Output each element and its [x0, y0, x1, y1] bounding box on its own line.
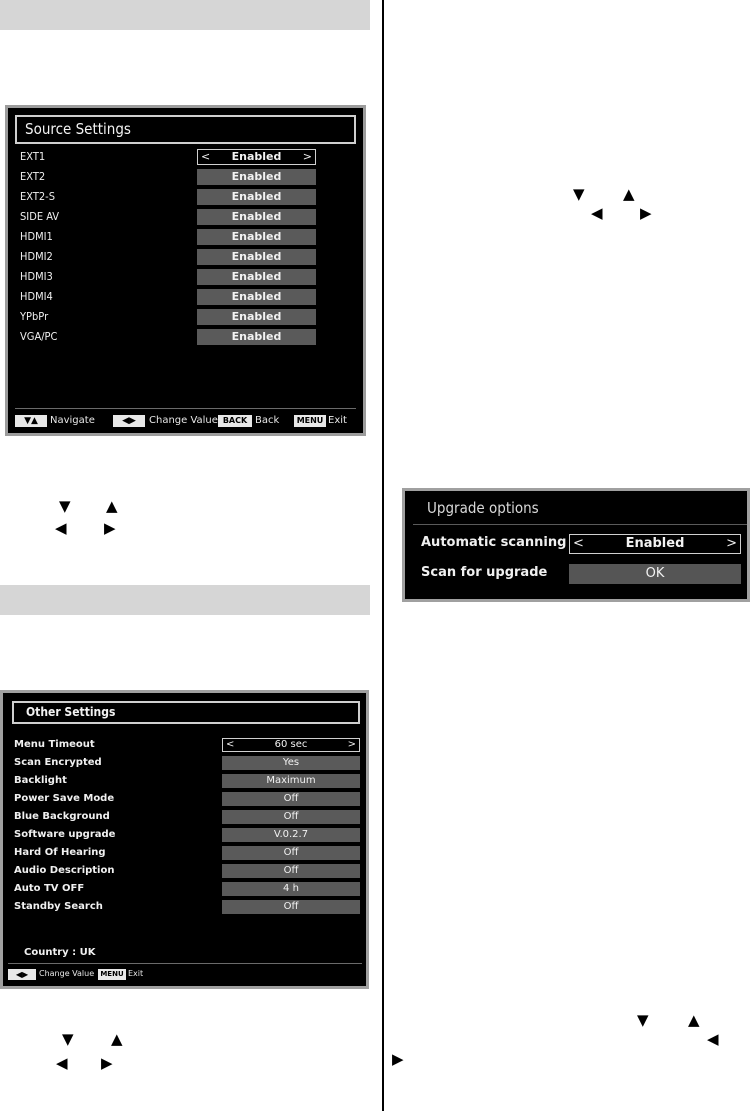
- up-triangle-icon: ▲: [111, 1030, 123, 1048]
- back-key-icon: BACK: [218, 415, 252, 427]
- source-row-value[interactable]: Enabled: [197, 169, 316, 185]
- left-chevron-icon: <: [573, 536, 584, 551]
- other-row-value[interactable]: Off: [222, 900, 360, 914]
- source-row-label: HDMI3: [20, 270, 53, 283]
- left-chevron-icon: <: [201, 150, 211, 163]
- down-triangle-icon: ▼: [637, 1011, 649, 1029]
- menu-key-icon: MENU: [294, 415, 326, 427]
- up-triangle-icon: ▲: [106, 497, 118, 515]
- other-row-label: Menu Timeout: [14, 739, 95, 750]
- other-row-value[interactable]: Off: [222, 792, 360, 806]
- source-settings-footer: [15, 414, 360, 430]
- down-triangle-icon: ▼: [62, 1030, 74, 1048]
- left-right-keys-icon: ◀▶: [8, 969, 36, 980]
- left-triangle-icon: ◀: [591, 204, 603, 222]
- column-divider: [382, 0, 384, 1111]
- right-chevron-icon: >: [347, 739, 356, 750]
- source-row-value[interactable]: Enabled: [197, 189, 316, 205]
- other-row-value[interactable]: Off: [222, 846, 360, 860]
- source-row-value[interactable]: < Enabled >: [197, 149, 316, 165]
- source-row-label: SIDE AV: [20, 210, 60, 223]
- other-row-label: Backlight: [14, 775, 67, 786]
- source-row-label: HDMI4: [20, 290, 53, 303]
- right-triangle-icon: ▶: [640, 204, 652, 222]
- right-triangle-icon: ▶: [101, 1054, 113, 1072]
- source-row-label: YPbPr: [20, 310, 49, 323]
- down-up-keys-icon: ▼▲: [15, 415, 47, 427]
- down-triangle-icon: ▼: [59, 497, 71, 515]
- right-triangle-icon: ▶: [392, 1050, 404, 1068]
- upgrade-title-underline: [413, 524, 747, 525]
- other-row-label: Standby Search: [14, 901, 103, 912]
- source-row-label: EXT1: [20, 150, 46, 163]
- other-row-label: Software upgrade: [14, 829, 116, 840]
- source-row-value[interactable]: Enabled: [197, 289, 316, 305]
- section-header-bar-top: [0, 0, 370, 30]
- country-label: Country : UK: [24, 947, 96, 958]
- footer-change-value-label: Change Value: [149, 415, 218, 426]
- upgrade-options-title: Upgrade options: [427, 499, 539, 517]
- other-row-label: Hard Of Hearing: [14, 847, 106, 858]
- source-row-value[interactable]: Enabled: [197, 249, 316, 265]
- other-row-value[interactable]: 4 h: [222, 882, 360, 896]
- menu-key-icon: MENU: [98, 969, 126, 980]
- left-chevron-icon: <: [226, 739, 235, 750]
- scan-for-upgrade-button[interactable]: OK: [569, 564, 741, 584]
- source-row-label: EXT2-S: [20, 190, 56, 203]
- down-triangle-icon: ▼: [573, 185, 585, 203]
- source-row-value[interactable]: Enabled: [197, 209, 316, 225]
- source-settings-panel: [5, 105, 366, 436]
- right-triangle-icon: ▶: [104, 519, 116, 537]
- footer-change-value-label: Change Value: [39, 969, 95, 978]
- footer-exit-label: Exit: [128, 969, 144, 978]
- other-settings-panel: [0, 690, 369, 989]
- automatic-scanning-value[interactable]: < Enabled >: [569, 534, 741, 554]
- source-row-value[interactable]: Enabled: [197, 309, 316, 325]
- source-row-label: HDMI1: [20, 230, 53, 243]
- source-row-value[interactable]: Enabled: [197, 269, 316, 285]
- source-row-label: HDMI2: [20, 250, 53, 263]
- source-row-value[interactable]: Enabled: [197, 229, 316, 245]
- up-triangle-icon: ▲: [688, 1011, 700, 1029]
- source-row-label: VGA/PC: [20, 330, 58, 343]
- left-triangle-icon: ◀: [56, 1054, 68, 1072]
- left-triangle-icon: ◀: [55, 519, 67, 537]
- other-row-value[interactable]: Maximum: [222, 774, 360, 788]
- other-row-value[interactable]: < 60 sec >: [222, 738, 360, 752]
- left-triangle-icon: ◀: [707, 1030, 719, 1048]
- footer-back-label: Back: [255, 415, 280, 426]
- other-row-value[interactable]: Off: [222, 810, 360, 824]
- other-row-label: Audio Description: [14, 865, 115, 876]
- other-row-value[interactable]: Off: [222, 864, 360, 878]
- other-row-value[interactable]: V.0.2.7: [222, 828, 360, 842]
- automatic-scanning-label: Automatic scanning: [421, 535, 567, 550]
- other-row-label: Power Save Mode: [14, 793, 115, 804]
- right-chevron-icon: >: [302, 150, 312, 163]
- other-row-label: Blue Background: [14, 811, 110, 822]
- footer-separator: [8, 963, 362, 964]
- footer-navigate-label: Navigate: [50, 415, 95, 426]
- source-row-label: EXT2: [20, 170, 46, 183]
- other-row-label: Scan Encrypted: [14, 757, 102, 768]
- up-triangle-icon: ▲: [623, 185, 635, 203]
- other-row-value[interactable]: Yes: [222, 756, 360, 770]
- section-header-bar-middle: [0, 585, 370, 615]
- footer-exit-label: Exit: [328, 415, 347, 426]
- source-settings-title: Source Settings: [15, 115, 356, 144]
- scan-for-upgrade-label: Scan for upgrade: [421, 565, 548, 580]
- footer-separator: [15, 408, 356, 409]
- left-right-keys-icon: ◀▶: [113, 415, 145, 427]
- other-row-label: Auto TV OFF: [14, 883, 85, 894]
- other-settings-title: Other Settings: [12, 701, 360, 724]
- other-settings-footer: [8, 969, 362, 983]
- right-chevron-icon: >: [726, 536, 737, 551]
- upgrade-options-panel: [402, 488, 750, 602]
- source-row-value[interactable]: Enabled: [197, 329, 316, 345]
